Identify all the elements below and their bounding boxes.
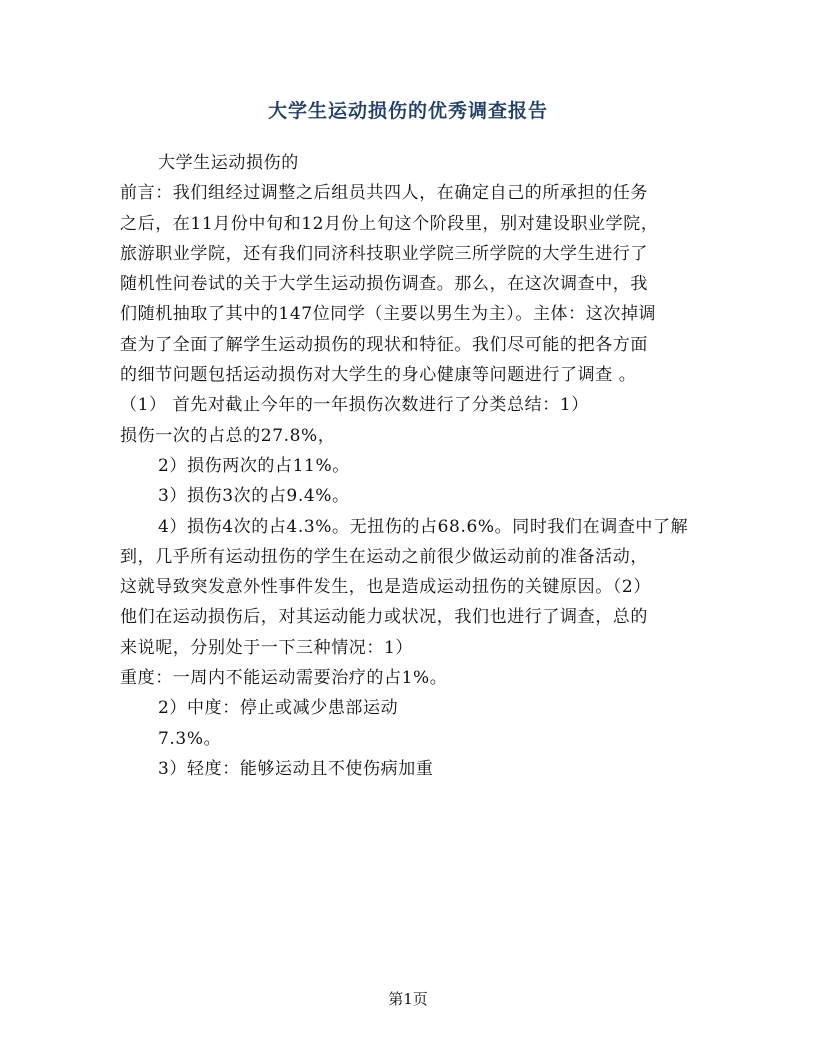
body-line: 他们在运动损伤后，对其运动能力或状况，我们也进行了调查，总的 [120,607,648,628]
body-line: 之后，在11月份中旬和12月份上旬这个阶段里，别对建设职业学院， [120,213,659,234]
page-number: 第1页 [388,990,428,1008]
body-line: 损伤一次的占总的27.8%， [120,425,336,446]
body-line: 3）损伤3次的占9.4%。 [158,486,350,507]
body-line: 3）轻度：能够运动且不使伤病加重 [158,758,434,779]
body-line: （1） 首先对截止今年的一年损伤次数进行了分类总结：1） [120,395,589,416]
body-line: 这就导致突发意外性事件发生，也是造成运动扭伤的关键原因。（2） [120,577,651,598]
body-line: 重度：一周内不能运动需要治疗的占1%。 [120,668,448,689]
body-line: 来说呢，分别处于一下三种情况：1） [120,637,414,658]
body-line: 到，几乎所有运动扭伤的学生在运动之前很少做运动前的准备活动， [120,546,648,567]
body-line: 2）损伤两次的占11%。 [158,455,350,476]
body-line: 查为了全面了解学生运动损伤的现状和特征。我们尽可能的把各方面 [120,334,648,355]
body-line: 2）中度：停止或减少患部运动 [158,698,399,719]
body-line: 7.3%。 [158,728,222,749]
body-line: 随机性问卷试的关于大学生运动损伤调查。那么，在这次调查中，我 [120,274,648,295]
body-line: 们随机抽取了其中的147位同学（主要以男生为主）。主体：这次掉调 [120,304,657,325]
body-line: 的细节问题包括运动损伤对大学生的身心健康等问题进行了调查 。 [120,365,637,386]
document-title: 大学生运动损伤的优秀调查报告 [267,100,548,122]
body-line: 前言：我们组经过调整之后组员共四人，在确定自己的所承担的任务 [120,183,648,204]
body-line: 4）损伤4次的占4.3%。无扭伤的占68.6%。同时我们在调查中了解 [158,516,689,537]
body-line: 大学生运动损伤的 [158,153,299,173]
body-line: 旅游职业学院，还有我们同济科技职业学院三所学院的大学生进行了 [120,243,648,264]
document-body [120,148,700,784]
